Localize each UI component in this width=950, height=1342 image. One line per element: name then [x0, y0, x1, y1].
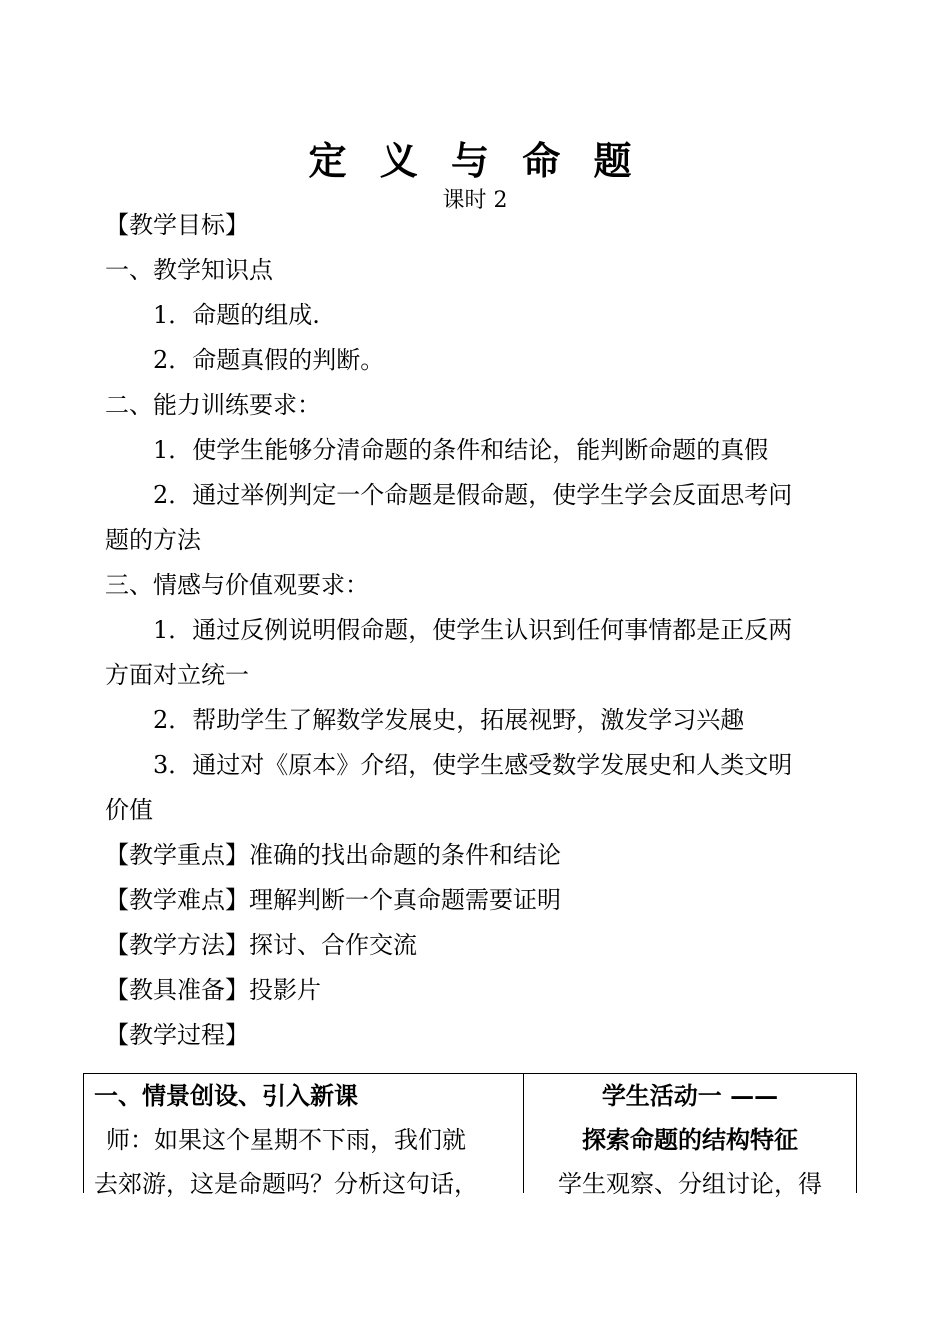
lesson-subtitle: 课时 2	[442, 188, 508, 213]
table-right-column	[524, 1074, 856, 1198]
table-right-heading: 学生活动一 ——	[601, 1081, 779, 1110]
section1-heading: 一、教学知识点	[105, 256, 273, 284]
teaching-materials: 【教具准备】投影片	[105, 976, 321, 1004]
objectives-heading: 【教学目标】	[105, 211, 249, 239]
section3-item: 1．通过反例说明假命题，使学生认识到任何事情都是正反两	[153, 616, 793, 644]
section3-item: 2．帮助学生了解数学发展史，拓展视野，激发学习兴趣	[153, 706, 745, 734]
teaching-method: 【教学方法】探讨、合作交流	[105, 931, 417, 959]
section2-item: 2．通过举例判定一个命题是假命题，使学生学会反面思考问	[153, 481, 793, 509]
section2-heading: 二、能力训练要求：	[105, 391, 321, 419]
section2-item: 1．使学生能够分清命题的条件和结论，能判断命题的真假	[153, 436, 769, 464]
table-left-heading: 一、情景创设、引入新课	[94, 1081, 358, 1110]
page-title: 定 义 与 命 题	[308, 138, 642, 183]
section2-item-continued: 题的方法	[105, 526, 201, 554]
key-point: 【教学重点】准确的找出命题的条件和结论	[105, 841, 561, 869]
difficulty: 【教学难点】理解判断一个真命题需要证明	[105, 886, 561, 914]
document-body	[105, 203, 850, 1058]
table-right-line: 学生观察、分组讨论，得	[558, 1170, 822, 1198]
section3-item: 3．通过对《原本》介绍，使学生感受数学发展史和人类文明	[153, 751, 793, 779]
section3-item-continued: 价值	[105, 796, 153, 824]
table-right-subheading: 探索命题的结构特征	[582, 1125, 798, 1154]
section1-item: 1．命题的组成.	[153, 301, 320, 329]
section3-item-continued: 方面对立统一	[105, 661, 249, 689]
table-left-column	[84, 1074, 524, 1198]
process-table	[83, 1073, 857, 1198]
table-left-line: 去郊游，这是命题吗？分析这句话，	[94, 1170, 478, 1198]
section3-heading: 三、情感与价值观要求：	[105, 571, 369, 599]
process-heading: 【教学过程】	[105, 1021, 249, 1049]
section1-item: 2．命题真假的判断。	[153, 346, 385, 374]
table-left-line: 师：如果这个星期不下雨，我们就	[106, 1126, 466, 1154]
